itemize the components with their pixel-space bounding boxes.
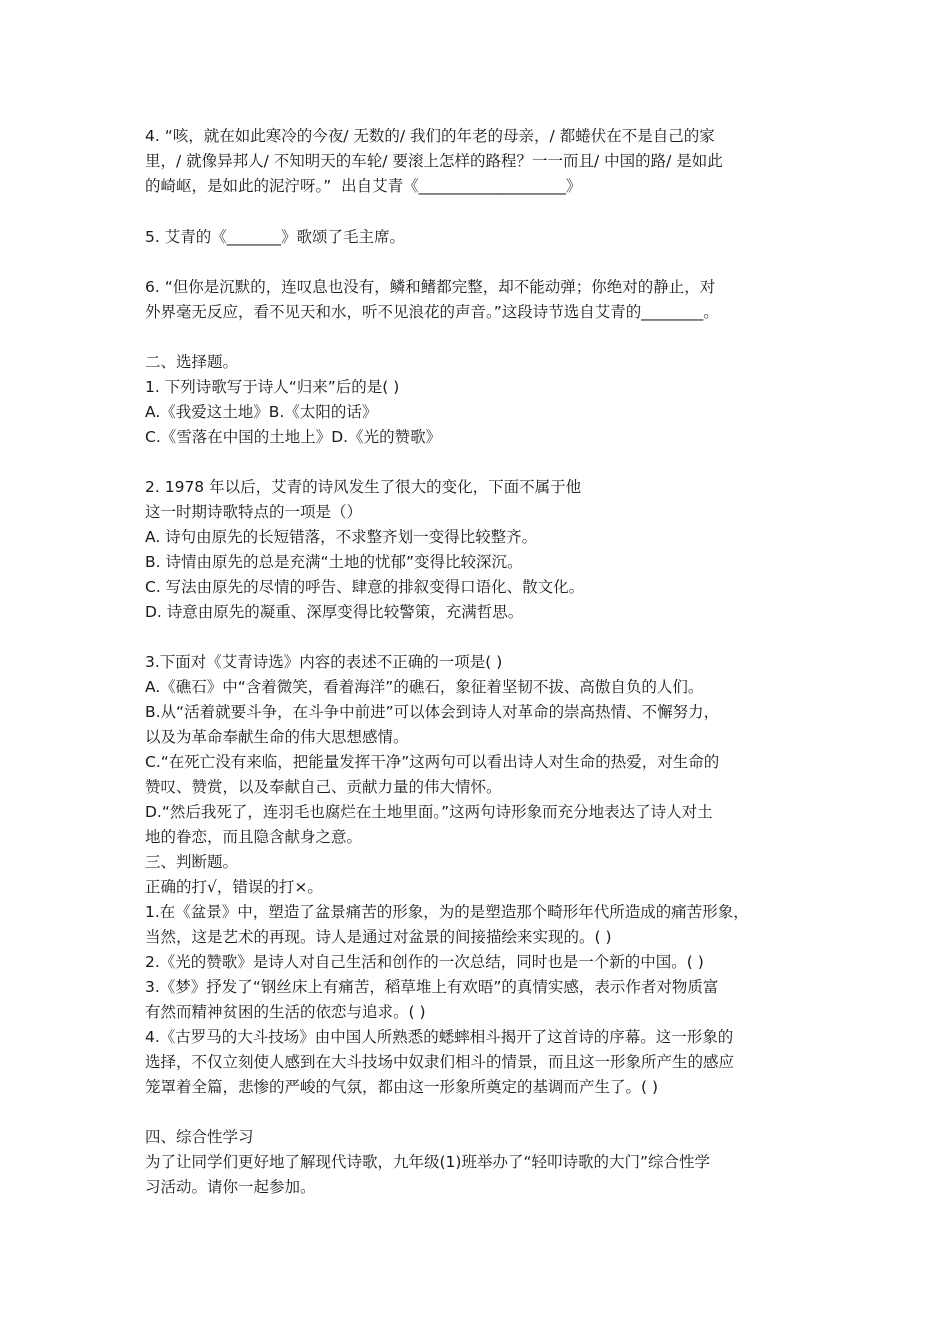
choice-q2-option-d: D. 诗意由原先的凝重、深厚变得比较警策，充满哲思。 <box>145 603 524 621</box>
q5-text: 5. 艾青的《_______》歌颂了毛主席。 <box>145 228 405 246</box>
choice-q3-line: 赞叹、赞赏，以及奉献自己、贡献力量的伟大情怀。 <box>145 778 502 796</box>
choice-q3-line: 地的眷恋，而且隐含献身之意。 <box>145 828 363 846</box>
choice-q1-stem: 1. 下列诗歌写于诗人“归来”后的是( ) <box>145 378 400 396</box>
section-judge-heading: 三、判断题。 <box>145 853 239 871</box>
judge-line: 3.《梦》抒发了“钢丝床上有痛苦，稻草堆上有欢晤”的真情实感，表示作者对物质富 <box>145 978 719 996</box>
choice-q3-line: 以及为革命奉献生命的伟大思想感情。 <box>145 728 409 746</box>
choice-q2-option-a: A. 诗句由原先的长短错落，不求整齐划一变得比较整齐。 <box>145 528 538 546</box>
choice-q1-option-line: A.《我爱这土地》B.《太阳的话》 <box>145 403 378 421</box>
choice-q3-stem: 3.下面对《艾青诗选》内容的表述不正确的一项是( ) <box>145 653 503 671</box>
judge-line: 当然，这是艺术的再现。诗人是通过对盆景的间接描绘来实现的。( ) <box>145 928 612 946</box>
choice-q3-line: B.从“活着就要斗争，在斗争中前进”可以体会到诗人对革命的崇高热情、不懈努力， <box>145 703 720 721</box>
q6-line-2: 外界毫无反应，看不见天和水，听不见浪花的声音。”这段诗节选自艾青的________。 <box>145 303 719 321</box>
comprehensive-line: 为了让同学们更好地了解现代诗歌，九年级(1)班举办了“轻叩诗歌的大门”综合性学 <box>145 1153 711 1171</box>
choice-q2-option-c: C. 写法由原先的尽情的呼告、肆意的排叙变得口语化、散文化。 <box>145 578 585 596</box>
q6-line-1: 6. “但你是沉默的，连叹息也没有，鳞和鳍都完整，却不能动弹；你绝对的静止，对 <box>145 278 716 296</box>
judge-line: 4.《古罗马的大斗技场》由中国人所熟悉的蟋蟀相斗揭开了这首诗的序幕。这一形象的 <box>145 1028 734 1046</box>
judge-instruction: 正确的打√，错误的打×。 <box>145 878 323 896</box>
section-choice-heading: 二、选择题。 <box>145 353 239 371</box>
choice-q3-line: C.“在死亡没有来临，把能量发挥干净”这两句可以看出诗人对生命的热爱，对生命的 <box>145 753 720 771</box>
judge-line: 2.《光的赞歌》是诗人对自己生活和创作的一次总结，同时也是一个新的中国。( ) <box>145 953 704 971</box>
choice-q3-line: A.《礁石》中“含着微笑，看着海洋”的礁石，象征着坚韧不拔、高傲自负的人们。 <box>145 678 704 696</box>
judge-line: 选择，不仅立刻使人感到在大斗技场中奴隶们相斗的情景，而且这一形象所产生的感应 <box>145 1053 735 1071</box>
comprehensive-line: 习活动。请你一起参加。 <box>145 1178 316 1196</box>
choice-q1-option-line: C.《雪落在中国的土地上》D.《光的赞歌》 <box>145 428 442 446</box>
choice-q2-stem-2: 这一时期诗歌特点的一项是（） <box>145 503 363 521</box>
choice-q2-stem-1: 2. 1978 年以后，艾青的诗风发生了很大的变化，下面不属于他 <box>145 478 582 496</box>
q4-line-3: 的崎岖，是如此的泥泞呀。” 出自艾青《___________________》 <box>145 177 582 195</box>
choice-q2-option-b: B. 诗情由原先的总是充满“土地的忧郁”变得比较深沉。 <box>145 553 523 571</box>
choice-q3-line: D.“然后我死了，连羽毛也腐烂在土地里面。”这两句诗形象而充分地表达了诗人对土 <box>145 803 713 821</box>
q4-line-1: 4. “咳，就在如此寒冷的今夜/ 无数的/ 我们的年老的母亲，/ 都蜷伏在不是自己的家 <box>145 127 715 145</box>
q4-line-2: 里，/ 就像异邦人/ 不知明天的车轮/ 要滚上怎样的路程？一一而且/ 中国的路/ 是如此 <box>145 152 723 170</box>
judge-line: 有然而精神贫困的生活的依恋与追求。( ) <box>145 1003 426 1021</box>
judge-line: 1.在《盆景》中，塑造了盆景痛苦的形象，为的是塑造那个畸形年代所造成的痛苦形象， <box>145 903 749 921</box>
judge-line: 笼罩着全篇，悲惨的严峻的气氛，都由这一形象所奠定的基调而产生了。( ) <box>145 1078 659 1096</box>
section-comprehensive-heading: 四、综合性学习 <box>145 1128 254 1146</box>
